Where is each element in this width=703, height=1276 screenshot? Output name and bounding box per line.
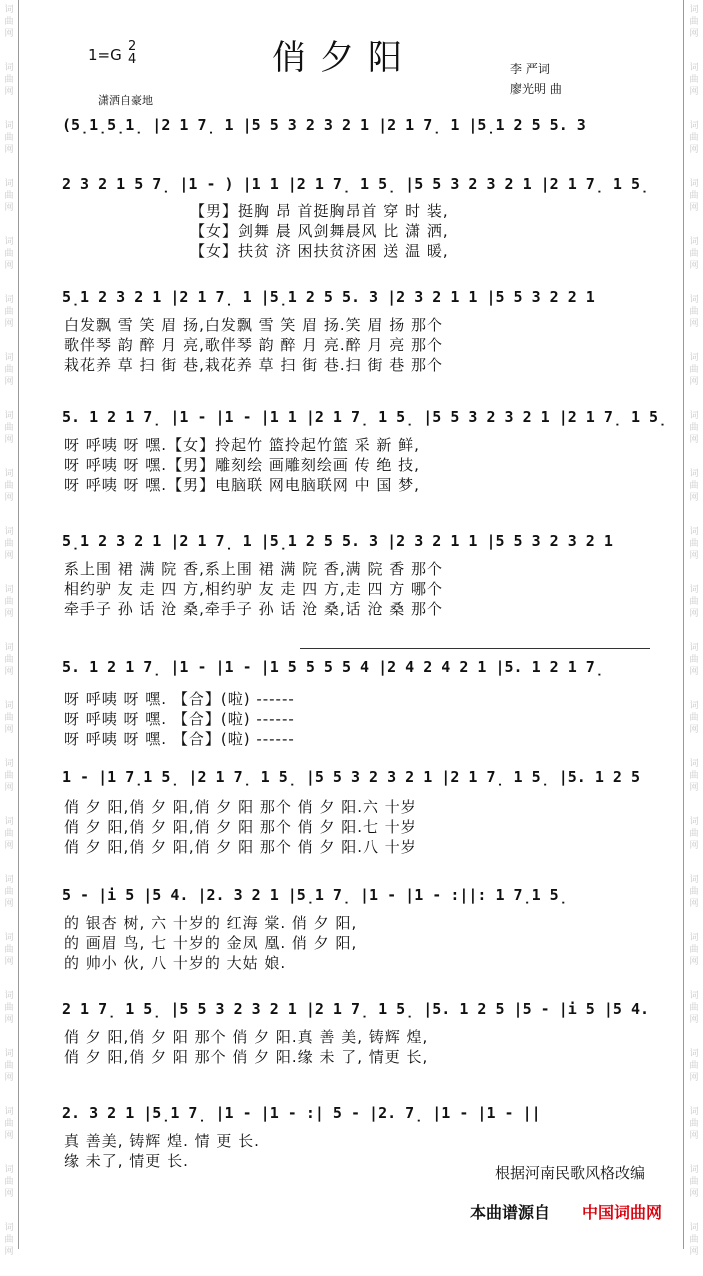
lyric-line: 牵手子 孙 话 沧 桑,牵手子 孙 话 沧 桑,话 沧 桑 那个 (64, 600, 443, 618)
watermark-text: 词 曲 网 (689, 1107, 699, 1141)
lyric-line: 俏 夕 阳,俏 夕 阳 那个 俏 夕 阳.缘 未 了, 情更 长, (64, 1048, 429, 1066)
watermark-text: 词 曲 网 (689, 933, 699, 967)
watermark-text: 词 曲 网 (4, 527, 14, 561)
lyric-line: 呀 呼咦 呀 嘿. 【合】(啦) ------ (64, 710, 295, 728)
lyric-line: 白发飘 雪 笑 眉 扬,白发飘 雪 笑 眉 扬.笑 眉 扬 那个 (64, 316, 443, 334)
time-signature-top: 2 (128, 39, 137, 54)
watermark-text: 词 曲 网 (689, 1165, 699, 1199)
source-label: 本曲谱源自 (470, 1203, 551, 1222)
watermark-text: 词 曲 网 (4, 179, 14, 213)
watermark-text: 词 曲 网 (689, 643, 699, 677)
watermark-text: 词 曲 网 (4, 817, 14, 851)
lyric-line: 俏 夕 阳,俏 夕 阳,俏 夕 阳 那个 俏 夕 阳.八 十岁 (64, 838, 417, 856)
lyric-line: 的 画眉 鸟, 七 十岁的 金凤 凰. 俏 夕 阳, (64, 934, 358, 952)
watermark-text: 词 曲 网 (689, 353, 699, 387)
notation-line-1: (5̣1̣5̣1̣ |2 1 7̣ 1 |5 5 3 2 3 2 1 |2 1 7̣ 1 |5̣1 2 5 5. 3 (62, 116, 586, 134)
watermark-text: 词 曲 网 (4, 121, 14, 155)
composer-credit: 廖光明 曲 (510, 82, 562, 96)
watermark-text: 词 曲 网 (4, 237, 14, 271)
lyric-line: 真 善美, 铸辉 煌. 情 更 长. (64, 1132, 260, 1150)
lyric-line: 呀 呼咦 呀 嘿.【男】雕刻绘 画雕刻绘画 传 绝 技, (64, 456, 420, 474)
watermark-text: 词 曲 网 (689, 5, 699, 39)
lyric-line: 的 帅小 伙, 八 十岁的 大姑 娘. (64, 954, 287, 972)
lyric-line: 俏 夕 阳,俏 夕 阳,俏 夕 阳 那个 俏 夕 阳.七 十岁 (64, 818, 417, 836)
lyric-line: 俏 夕 阳,俏 夕 阳,俏 夕 阳 那个 俏 夕 阳.六 十岁 (64, 798, 417, 816)
watermark-text: 词 曲 网 (689, 701, 699, 735)
lyric-line: 歌伴琴 韵 醉 月 亮,歌伴琴 韵 醉 月 亮.醉 月 亮 那个 (64, 336, 443, 354)
notation-line-3: 5̣1 2 3 2 1 |2 1 7̣ 1 |5̣1 2 5 5. 3 |2 3 2 1 1 |5 5 3 2 2 1 (62, 288, 595, 306)
lyric-line: 呀 呼咦 呀 嘿. 【合】(啦) ------ (64, 690, 295, 708)
lyricist-credit: 李 严词 (510, 62, 550, 76)
tempo-marking: 潇洒自豪地 (98, 94, 153, 107)
time-signature (128, 40, 136, 66)
watermark-text: 词 曲 网 (689, 179, 699, 213)
watermark-text: 词 曲 网 (689, 1049, 699, 1083)
watermark-right (685, 0, 703, 1257)
notation-line-5: 5̣1 2 3 2 1 |2 1 7̣ 1 |5̣1 2 5 5. 3 |2 3 2 1 1 |5 5 3 2 3 2 1 (62, 532, 613, 550)
lyric-line: 【男】挺胸 昂 首挺胸昂首 穿 时 装, (190, 202, 449, 220)
notation-line-9: 2 1 7̣ 1 5̣ |5 5 3 2 3 2 1 |2 1 7̣ 1 5̣ |5. 1 2 5 |5 - |i 5 |5 4. (62, 1000, 649, 1018)
watermark-text: 词 曲 网 (689, 121, 699, 155)
watermark-text: 词 曲 网 (689, 469, 699, 503)
watermark-text: 词 曲 网 (4, 701, 14, 735)
watermark-text: 词 曲 网 (689, 527, 699, 561)
lyric-line: 【女】剑舞 晨 风剑舞晨风 比 潇 洒, (190, 222, 449, 240)
time-signature-bottom: 4 (128, 52, 137, 67)
watermark-text: 词 曲 网 (4, 411, 14, 445)
notation-line-4: 5. 1 2 1 7̣ |1 - |1 - |1 1 |2 1 7̣ 1 5̣ |5 5 3 2 3 2 1 |2 1 7̣ 1 5̣ (62, 408, 668, 426)
watermark-text: 词 曲 网 (4, 933, 14, 967)
lyric-line: 【女】扶贫 济 困扶贫济困 送 温 暖, (190, 242, 449, 260)
watermark-text: 词 曲 网 (4, 875, 14, 909)
watermark-text: 词 曲 网 (689, 1223, 699, 1257)
notation-line-7: 1 - |1 7̣1 5̣ |2 1 7̣ 1 5̣ |5 5 3 2 3 2 1 |2 1 7̣ 1 5̣ |5. 1 2 5 (62, 768, 640, 786)
watermark-text: 词 曲 网 (689, 759, 699, 793)
watermark-text: 词 曲 网 (689, 991, 699, 1025)
watermark-text: 词 曲 网 (689, 295, 699, 329)
notation-line-6: 5. 1 2 1 7̣ |1 - |1 - |1 5 5 5 5 4 |2 4 2 4 2 1 |5. 1 2 1 7̣ (62, 658, 604, 676)
watermark-text: 词 曲 网 (4, 5, 14, 39)
watermark-text: 词 曲 网 (4, 643, 14, 677)
notation-line-2: 2 3 2 1 5 7̣ |1 - ) |1 1 |2 1 7̣ 1 5̣ |5 5 3 2 3 2 1 |2 1 7̣ 1 5̣ (62, 175, 649, 193)
watermark-text: 词 曲 网 (4, 759, 14, 793)
watermark-text: 词 曲 网 (689, 237, 699, 271)
watermark-text: 词 曲 网 (689, 63, 699, 97)
watermark-text: 词 曲 网 (4, 1165, 14, 1199)
song-title: 俏夕阳 (272, 38, 416, 78)
adaptation-note: 根据河南民歌风格改编 (494, 1164, 645, 1182)
watermark-text: 词 曲 网 (689, 875, 699, 909)
lyric-line: 相约驴 友 走 四 方,相约驴 友 走 四 方,走 四 方 哪个 (64, 580, 443, 598)
watermark-text: 词 曲 网 (4, 1223, 14, 1257)
source-site-link[interactable]: 中国词曲网 (582, 1203, 663, 1222)
lyric-line: 缘 未了, 情更 长. (64, 1152, 189, 1170)
lyric-line: 栽花养 草 扫 街 巷,栽花养 草 扫 街 巷.扫 街 巷 那个 (64, 356, 443, 374)
watermark-text: 词 曲 网 (689, 585, 699, 619)
watermark-text: 词 曲 网 (4, 63, 14, 97)
watermark-text: 词 曲 网 (4, 295, 14, 329)
watermark-text: 词 曲 网 (4, 469, 14, 503)
watermark-text: 词 曲 网 (4, 585, 14, 619)
key-signature: 1=G (88, 46, 122, 64)
watermark-text: 词 曲 网 (4, 991, 14, 1025)
lyric-line: 系上围 裙 满 院 香,系上围 裙 满 院 香,满 院 香 那个 (64, 560, 443, 578)
lyric-line: 呀 呼咦 呀 嘿. 【合】(啦) ------ (64, 730, 295, 748)
lyric-line: 呀 呼咦 呀 嘿.【男】电脑联 网电脑联网 中 国 梦, (64, 476, 420, 494)
lyric-line: 呀 呼咦 呀 嘿.【女】拎起竹 篮拎起竹篮 采 新 鲜, (64, 436, 420, 454)
watermark-text: 词 曲 网 (689, 817, 699, 851)
lyric-line: 的 银杏 树, 六 十岁的 红海 棠. 俏 夕 阳, (64, 914, 358, 932)
watermark-text: 词 曲 网 (4, 1107, 14, 1141)
watermark-text: 词 曲 网 (4, 1049, 14, 1083)
lyric-line: 俏 夕 阳,俏 夕 阳 那个 俏 夕 阳.真 善 美, 铸辉 煌, (64, 1028, 429, 1046)
watermark-text: 词 曲 网 (689, 411, 699, 445)
notation-line-10: 2. 3 2 1 |5̣1 7̣ |1 - |1 - :| 5 - |2. 7̣ |1 - |1 - || (62, 1104, 541, 1122)
slur-line (300, 648, 650, 649)
notation-line-8: 5 - |i 5 |5 4. |2. 3 2 1 |5̣1 7̣ |1 - |1 - :||: 1 7̣1 5̣ (62, 886, 568, 904)
watermark-left (0, 0, 18, 1257)
watermark-text: 词 曲 网 (4, 353, 14, 387)
